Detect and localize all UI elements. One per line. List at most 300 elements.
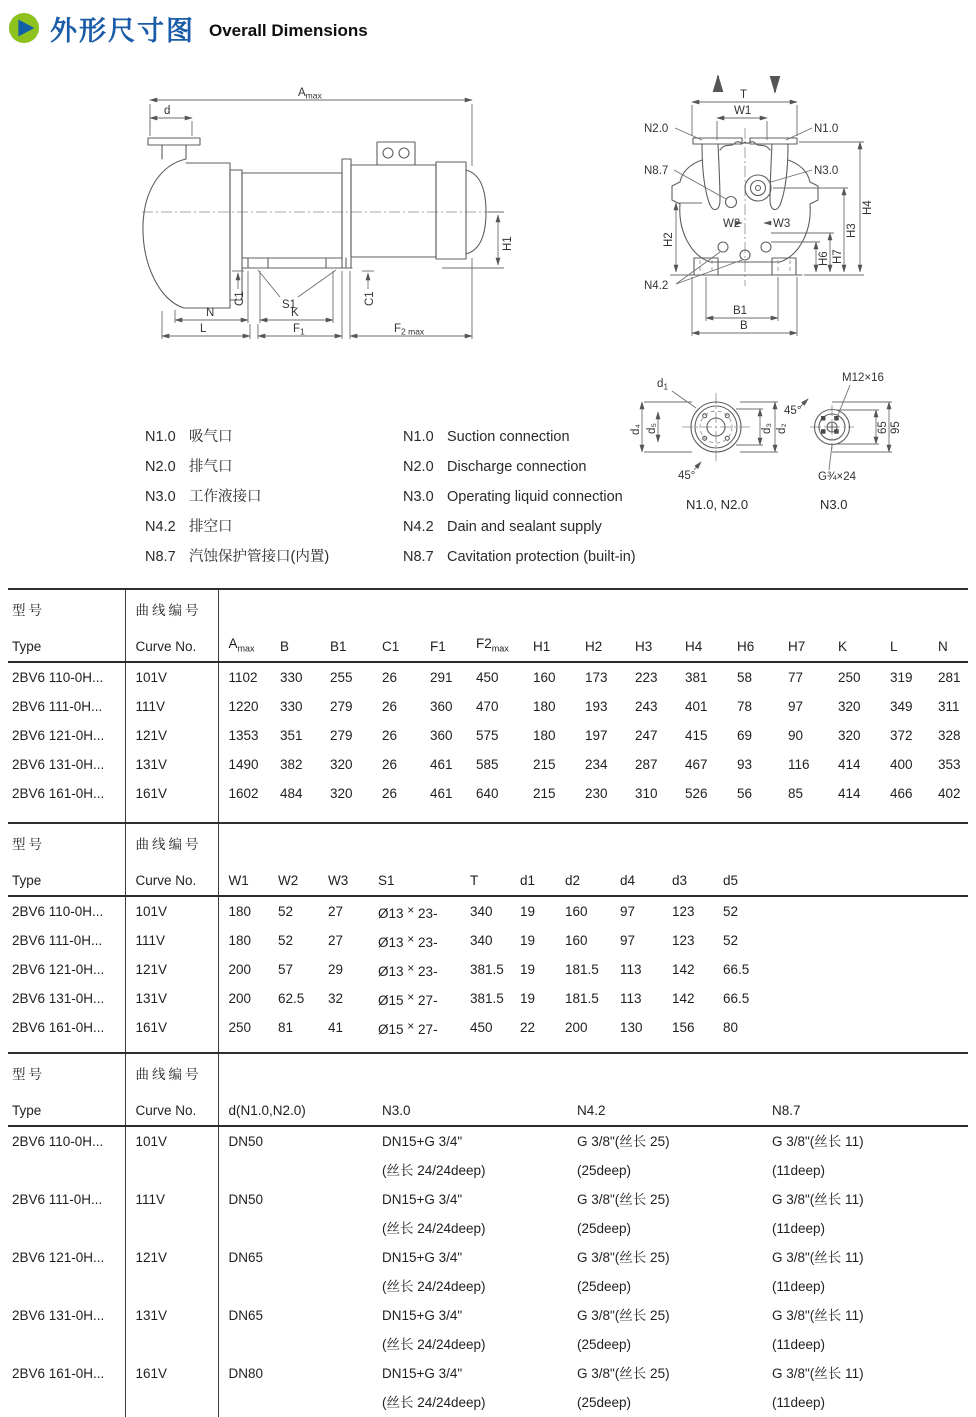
cell-value: 90 — [788, 728, 804, 743]
cell-type: 2BV6 161-0H... — [8, 1359, 125, 1417]
header-filler — [218, 1053, 968, 1088]
cell-curve: 111V — [125, 692, 218, 721]
cell-type: 2BV6 111-0H... — [8, 926, 125, 955]
cell-value: 69 — [737, 728, 753, 743]
cell-curve: 101V — [125, 896, 218, 926]
legend-code: N3.0 — [145, 489, 176, 505]
port-label-n42: N4.2 — [644, 280, 669, 292]
column-header: H1 — [523, 624, 575, 662]
column-header: F1 — [420, 624, 466, 662]
cell-value: 66.5 — [723, 962, 750, 977]
table-row — [8, 984, 968, 1013]
dim-label-s1: S1 — [282, 299, 297, 311]
cell-curve: 131V — [125, 984, 218, 1013]
column-header-curve-zh: 曲线编号 — [125, 1053, 218, 1088]
cell-value: 180 — [533, 699, 556, 714]
cell-value: 340 — [470, 904, 493, 919]
dim-label-95: 95 — [890, 421, 902, 434]
cell-value: DN15+G 3/4" (丝长 24/24deep) — [382, 1308, 486, 1352]
legend-label: 排空口 — [189, 519, 233, 535]
cell-value: 1102 — [228, 670, 258, 685]
cell-value: DN50 — [228, 1134, 264, 1149]
cell-value: 450 — [470, 1020, 493, 1035]
legend-label: Operating liquid connection — [447, 489, 623, 505]
cell-curve: 121V — [125, 721, 218, 750]
dim-label-d1: $d_1$ — [657, 378, 669, 392]
cell-value: G 3/8"(丝长 25) (25deep) — [577, 1366, 670, 1410]
column-header: B — [270, 624, 320, 662]
table-row — [8, 955, 968, 984]
cell-value: 450 — [476, 670, 499, 685]
cell-value: 467 — [685, 757, 708, 772]
cell-value: 382 — [280, 757, 303, 772]
dim-label-65: 65 — [877, 421, 889, 434]
column-header-type-zh: 型号 — [8, 823, 125, 858]
dim-label-w3: W3 — [773, 218, 791, 230]
cell-value: 287 — [635, 757, 658, 772]
cell-type: 2BV6 131-0H... — [8, 1301, 125, 1359]
cell-value: G 3/8"(丝长 25) (25deep) — [577, 1308, 670, 1352]
column-header-type-zh: 型号 — [8, 1053, 125, 1088]
column-header-type-en: Type — [8, 624, 125, 662]
legend-label: Dain and sealant supply — [447, 519, 602, 535]
legend-zh — [145, 422, 329, 572]
table-row — [8, 692, 968, 721]
cell-value: 575 — [476, 728, 499, 743]
cell-value: Ø15 × 27- — [378, 989, 438, 1008]
legend-label: Cavitation protection (built-in) — [447, 549, 636, 565]
column-header: L — [880, 624, 928, 662]
cell-value: 19 — [520, 962, 536, 977]
cell-value: 402 — [938, 786, 961, 801]
cell-value: 360 — [430, 699, 453, 714]
cell-type: 2BV6 111-0H... — [8, 692, 125, 721]
cell-value: 123 — [672, 904, 695, 919]
column-header-curve-en: Curve No. — [125, 1088, 218, 1126]
cell-value: 640 — [476, 786, 499, 801]
cell-type: 2BV6 110-0H... — [8, 1126, 125, 1185]
column-header-type-en: Type — [8, 1088, 125, 1126]
column-header: d(N1.0,N2.0) — [218, 1088, 372, 1126]
table-row — [8, 779, 968, 808]
cell-value: G 3/8"(丝长 25) (25deep) — [577, 1250, 670, 1294]
cell-value: G 3/8"(丝长 11) (11deep) — [772, 1134, 864, 1178]
cell-value: 415 — [685, 728, 708, 743]
column-header: H2 — [575, 624, 625, 662]
legend-item — [145, 512, 329, 542]
cell-value: 156 — [672, 1020, 695, 1035]
cell-value: 52 — [723, 933, 739, 948]
cell-value: 27 — [328, 933, 344, 948]
page-title-en: Overall Dimensions — [209, 21, 368, 40]
dim-label-k: K — [291, 307, 299, 319]
cell-type: 2BV6 121-0H... — [8, 955, 125, 984]
header-filler — [218, 823, 968, 858]
cell-curve: 161V — [125, 779, 218, 808]
cell-value: 381.5 — [470, 962, 504, 977]
column-header: d3 — [662, 858, 713, 896]
port-label-n20: N2.0 — [644, 123, 669, 135]
dim-label-angle-left: 45° — [678, 470, 696, 482]
cell-value: 281 — [938, 670, 961, 685]
cell-curve: 111V — [125, 1185, 218, 1243]
cell-value: 52 — [278, 904, 294, 919]
cell-value: 29 — [328, 962, 344, 977]
dim-label-amax: $A_{max}$ — [298, 87, 322, 101]
flange-n30 — [784, 372, 902, 512]
cell-value: 113 — [620, 991, 642, 1006]
flange-detail-drawing — [630, 365, 976, 520]
dim-label-h1: H1 — [502, 236, 514, 251]
cell-value: 180 — [228, 904, 252, 919]
column-header: H4 — [675, 624, 727, 662]
legend-item — [403, 422, 636, 452]
cell-value: 400 — [890, 757, 913, 772]
cell-value: 93 — [737, 757, 753, 772]
cell-value: 160 — [565, 904, 588, 919]
cell-type: 2BV6 110-0H... — [8, 662, 125, 692]
cell-value: G 3/8"(丝长 11) (11deep) — [772, 1366, 864, 1410]
dim-label-h7: H7 — [832, 249, 844, 264]
cell-value: 19 — [520, 991, 536, 1006]
cell-value: Ø15 × 27- — [378, 1018, 438, 1037]
pump-end-view-drawing — [630, 70, 900, 400]
column-header: B1 — [320, 624, 372, 662]
column-header: N8.7 — [762, 1088, 968, 1126]
cell-value: 180 — [228, 933, 252, 948]
table-row — [8, 1185, 968, 1243]
cell-value: Ø13 × 23- — [378, 902, 438, 921]
cell-value: 330 — [280, 699, 303, 714]
column-header: H7 — [778, 624, 828, 662]
table-row — [8, 926, 968, 955]
cell-curve: 111V — [125, 926, 218, 955]
cell-value: 470 — [476, 699, 499, 714]
cell-value: 215 — [533, 757, 556, 772]
cell-value: 78 — [737, 699, 753, 714]
column-header: d5 — [713, 858, 968, 896]
cell-value: 247 — [635, 728, 658, 743]
cell-value: G 3/8"(丝长 11) (11deep) — [772, 1192, 864, 1236]
cell-value: 230 — [585, 786, 608, 801]
cell-curve: 131V — [125, 750, 218, 779]
dimension-table-widths — [8, 822, 968, 1067]
cell-value: 81 — [278, 1020, 294, 1035]
column-header-curve-zh: 曲线编号 — [125, 589, 218, 624]
cell-value: 27 — [328, 904, 344, 919]
dim-label-l: L — [200, 323, 207, 335]
flange-caption-n30: N3.0 — [820, 497, 848, 512]
cell-value: G 3/8"(丝长 25) (25deep) — [577, 1134, 670, 1178]
cell-value: 320 — [330, 786, 353, 801]
cell-value: 26 — [382, 699, 398, 714]
cell-value: 234 — [585, 757, 608, 772]
legend-label: 工作液接口 — [189, 489, 262, 505]
cell-value: 215 — [533, 786, 556, 801]
dim-label-c1-right: C1 — [364, 291, 376, 306]
cell-curve: 121V — [125, 1243, 218, 1301]
cell-value: 311 — [938, 699, 960, 714]
dimension-table-connections — [8, 1052, 968, 1417]
cell-value: 279 — [330, 699, 353, 714]
cell-value: 160 — [565, 933, 588, 948]
dim-label-d5: d₅ — [646, 422, 658, 434]
cell-value: 1490 — [228, 757, 259, 772]
cell-value: 414 — [838, 786, 861, 801]
column-header: H6 — [727, 624, 778, 662]
cell-value: 291 — [430, 670, 453, 685]
dim-label-g34: G¾×24 — [818, 471, 857, 483]
cell-value: G 3/8"(丝长 11) (11deep) — [772, 1308, 864, 1352]
cell-value: 57 — [278, 962, 294, 977]
cell-value: DN80 — [228, 1366, 264, 1381]
cell-value: 180 — [533, 728, 556, 743]
cell-value: 197 — [585, 728, 608, 743]
column-header: W3 — [318, 858, 368, 896]
pump-outline — [143, 138, 486, 308]
legend-item — [403, 542, 636, 572]
cell-curve: 121V — [125, 955, 218, 984]
legend-label: 汽蚀保护管接口(内置) — [189, 549, 330, 565]
dimension-table-lengths — [8, 588, 968, 837]
cell-value: 461 — [430, 786, 453, 801]
cell-value: 26 — [382, 757, 398, 772]
table-row — [8, 721, 968, 750]
legend-label: 排气口 — [189, 459, 233, 475]
column-header-type-en: Type — [8, 858, 125, 896]
cell-value: 414 — [838, 757, 861, 772]
column-header-curve-en: Curve No. — [125, 858, 218, 896]
cell-value: 351 — [280, 728, 303, 743]
cell-value: 381 — [685, 670, 708, 685]
legend-code: N4.2 — [145, 519, 176, 535]
column-header: W1 — [218, 858, 268, 896]
legend-code: N4.2 — [403, 519, 434, 535]
cell-value: DN15+G 3/4" (丝长 24/24deep) — [382, 1366, 486, 1410]
cell-type: 2BV6 161-0H... — [8, 1013, 125, 1042]
cell-value: 193 — [585, 699, 608, 714]
column-header: d4 — [610, 858, 662, 896]
column-header: C1 — [372, 624, 420, 662]
cell-value: 349 — [890, 699, 913, 714]
cell-value: 97 — [788, 699, 804, 714]
cell-value: 181.5 — [565, 991, 599, 1006]
table-row — [8, 750, 968, 779]
cell-value: G 3/8"(丝长 25) (25deep) — [577, 1192, 670, 1236]
legend-code: N1.0 — [403, 429, 434, 445]
cell-value: 484 — [280, 786, 303, 801]
cell-value: 142 — [672, 991, 695, 1006]
cell-value: DN65 — [228, 1250, 264, 1265]
cell-curve: 131V — [125, 1301, 218, 1359]
cell-curve: 161V — [125, 1359, 218, 1417]
cell-type: 2BV6 131-0H... — [8, 750, 125, 779]
cell-value: G 3/8"(丝长 11) (11deep) — [772, 1250, 864, 1294]
cell-type: 2BV6 121-0H... — [8, 721, 125, 750]
cell-value: 181.5 — [565, 962, 599, 977]
dim-label-d3: d₃ — [761, 422, 773, 434]
dim-label-d2: d₂ — [776, 423, 788, 434]
dim-label-w2: W2 — [723, 218, 741, 230]
dim-label-f1: $F_1$ — [293, 323, 305, 337]
cell-type: 2BV6 111-0H... — [8, 1185, 125, 1243]
cell-value: 142 — [672, 962, 695, 977]
cell-value: 32 — [328, 991, 344, 1006]
pump-side-view-drawing — [130, 75, 530, 375]
cell-value: 123 — [672, 933, 695, 948]
legend-item — [403, 512, 636, 542]
dim-label-f2max: $F_{2 max}$ — [394, 323, 425, 337]
column-header: W2 — [268, 858, 318, 896]
legend-code: N2.0 — [145, 459, 176, 475]
port-label-n87: N8.7 — [644, 165, 669, 177]
legend-item — [403, 452, 636, 482]
column-header-curve-en: Curve No. — [125, 624, 218, 662]
cell-value: Ø13 × 23- — [378, 931, 438, 950]
cell-value: 243 — [635, 699, 658, 714]
cell-curve: 101V — [125, 1126, 218, 1185]
cell-value: 97 — [620, 933, 636, 948]
cell-value: 255 — [330, 670, 353, 685]
cell-value: 173 — [585, 670, 608, 685]
cell-type: 2BV6 131-0H... — [8, 984, 125, 1013]
dimension-lines — [670, 102, 864, 336]
cell-value: 401 — [685, 699, 708, 714]
cell-value: 223 — [635, 670, 658, 685]
cell-value: 113 — [620, 962, 642, 977]
cell-value: 330 — [280, 670, 303, 685]
table-row — [8, 1126, 968, 1185]
cell-value: 320 — [838, 699, 861, 714]
dim-label-d4: d₄ — [630, 423, 642, 435]
cell-value: 279 — [330, 728, 353, 743]
dim-label-angle-right: 45° — [784, 405, 802, 417]
cell-value: 526 — [685, 786, 708, 801]
cell-value: 310 — [635, 786, 658, 801]
cell-value: DN15+G 3/4" (丝长 24/24deep) — [382, 1192, 486, 1236]
cell-value: 66.5 — [723, 991, 750, 1006]
legend-code: N3.0 — [403, 489, 434, 505]
cell-value: 328 — [938, 728, 961, 743]
column-header: N3.0 — [372, 1088, 567, 1126]
legend-item — [145, 542, 329, 572]
cell-value: 200 — [228, 991, 252, 1006]
column-header: N — [928, 624, 968, 662]
legend-code: N2.0 — [403, 459, 434, 475]
header-filler — [218, 589, 968, 624]
cell-value: 1602 — [228, 786, 259, 801]
column-header: N4.2 — [567, 1088, 762, 1126]
cell-value: DN15+G 3/4" (丝长 24/24deep) — [382, 1250, 486, 1294]
legend-en — [403, 422, 636, 572]
cell-value: 353 — [938, 757, 961, 772]
cell-value: 26 — [382, 728, 398, 743]
cell-value: Ø13 × 23- — [378, 960, 438, 979]
port-label-n30: N3.0 — [814, 165, 839, 177]
dim-label-m12: M12×16 — [842, 372, 884, 384]
cell-value: 360 — [430, 728, 453, 743]
cell-value: 461 — [430, 757, 453, 772]
flange-n10-n20 — [630, 378, 788, 512]
column-header-curve-zh: 曲线编号 — [125, 823, 218, 858]
cell-value: DN50 — [228, 1192, 264, 1207]
cell-value: 160 — [533, 670, 556, 685]
cell-value: 250 — [228, 1020, 252, 1035]
table-row — [8, 896, 968, 926]
column-header: $F2_{max}$ — [466, 624, 523, 662]
legend-item — [145, 482, 329, 512]
legend-item — [145, 422, 329, 452]
flange-caption-n10-n20: N1.0, N2.0 — [686, 497, 749, 512]
cell-value: 319 — [890, 670, 913, 685]
play-icon — [8, 12, 40, 44]
dim-label-w1: W1 — [734, 105, 752, 117]
cell-value: 585 — [476, 757, 499, 772]
cell-value: 250 — [838, 670, 861, 685]
cell-value: 1353 — [228, 728, 259, 743]
cell-value: 62.5 — [278, 991, 305, 1006]
legend-label: Discharge connection — [447, 459, 587, 475]
dim-label-b: B — [740, 320, 748, 332]
dim-label-c1-left: C1 — [234, 291, 246, 306]
cell-value: 1220 — [228, 699, 259, 714]
cell-value: 56 — [737, 786, 753, 801]
column-header: S1 — [368, 858, 460, 896]
table-row — [8, 1243, 968, 1301]
column-header: H3 — [625, 624, 675, 662]
table-row — [8, 1013, 968, 1042]
dim-label-n: N — [206, 307, 215, 319]
port-label-n10: N1.0 — [814, 123, 839, 135]
dim-label-d: d — [164, 105, 171, 117]
cell-value: 80 — [723, 1020, 739, 1035]
dim-label-t: T — [740, 89, 748, 101]
cell-type: 2BV6 161-0H... — [8, 779, 125, 808]
cell-value: 97 — [620, 904, 636, 919]
cell-value: 466 — [890, 786, 913, 801]
cell-value: 19 — [520, 933, 536, 948]
column-header: d1 — [510, 858, 555, 896]
legend-code: N8.7 — [145, 549, 176, 565]
cell-value: 19 — [520, 904, 536, 919]
table-row — [8, 662, 968, 692]
cell-value: 116 — [788, 757, 810, 772]
cell-value: 52 — [723, 904, 739, 919]
legend-item — [403, 482, 636, 512]
legend-label: 吸气口 — [189, 429, 233, 445]
cell-value: 52 — [278, 933, 294, 948]
cell-curve: 101V — [125, 662, 218, 692]
dim-label-b1: B1 — [733, 305, 748, 317]
page-header — [8, 8, 368, 48]
cell-value: 26 — [382, 786, 398, 801]
cell-value: DN15+G 3/4" (丝长 24/24deep) — [382, 1134, 486, 1178]
cell-value: 58 — [737, 670, 753, 685]
cell-value: 41 — [328, 1020, 344, 1035]
column-header: d2 — [555, 858, 610, 896]
cell-value: 381.5 — [470, 991, 504, 1006]
cell-value: 372 — [890, 728, 913, 743]
dim-label-h3: H3 — [846, 223, 858, 238]
cell-value: 320 — [330, 757, 353, 772]
page-title-zh: 外形尺寸图 — [50, 15, 195, 46]
legend-label: Suction connection — [447, 429, 570, 445]
dim-label-h2: H2 — [663, 232, 675, 247]
cell-value: 200 — [565, 1020, 588, 1035]
column-header: T — [460, 858, 510, 896]
cell-value: 26 — [382, 670, 398, 685]
cell-value: 22 — [520, 1020, 536, 1035]
